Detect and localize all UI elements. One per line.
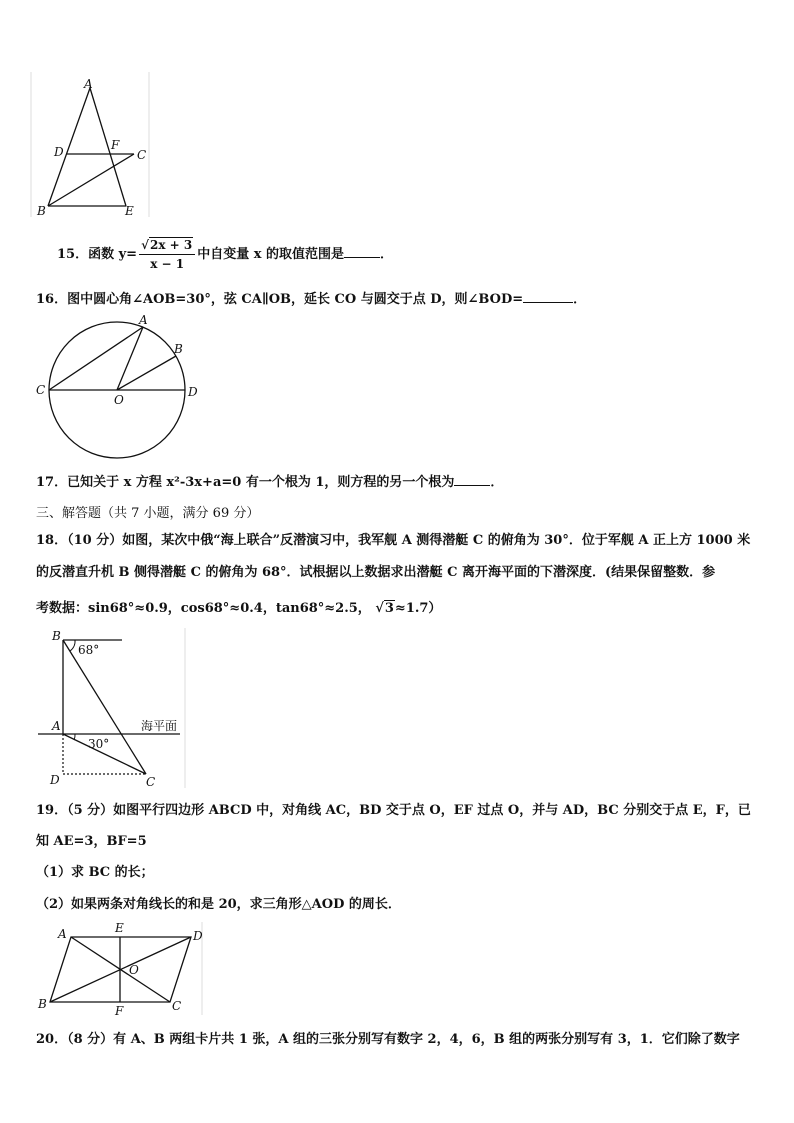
q20-line1: 20．（8 分）有 A、B 两组卡片共 1 张，A 组的三张分别写有数字 2，4，6，B 组的两张分别写有 3，1．它们除了数字 xyxy=(36,1032,740,1047)
q15-prefix: 15．函数 y= xyxy=(57,247,138,262)
angle-68-label: 68° xyxy=(78,643,100,657)
sea-level-label: 海平面 xyxy=(141,719,178,733)
label-a: A xyxy=(58,927,67,941)
q16-end: ． xyxy=(573,292,587,307)
label-c: C xyxy=(137,148,147,162)
label-b: B xyxy=(38,997,47,1011)
q15-suffix: 中自变量 x 的取值范围是 xyxy=(197,247,345,262)
question-17 xyxy=(36,473,503,492)
label-d: D xyxy=(193,929,203,943)
section-3-title: 三、解答题（共 7 小题，满分 69 分） xyxy=(36,506,260,521)
q15-fraction xyxy=(139,236,195,273)
q17-answer-blank[interactable] xyxy=(454,473,490,486)
figure-q18-depth xyxy=(30,626,190,792)
q19-line1: 19．（5 分）如图平行四边形 ABCD 中，对角线 AC，BD 交于点 O，EF 过点 O，并与 AD，BC 分别交于点 E，F，已 xyxy=(36,803,751,818)
figure-q16-circle xyxy=(30,312,210,462)
q18-line3-b: ≈1.7） xyxy=(394,601,442,616)
label-c: C xyxy=(172,999,182,1013)
q18-sqrt-sign: √ xyxy=(375,601,384,616)
label-d: D xyxy=(188,385,198,399)
q19-part2: （2）如果两条对角线长的和是 20，求三角形△AOD 的周长． xyxy=(36,897,401,912)
label-d: D xyxy=(50,773,60,787)
q15-denominator: x − 1 xyxy=(150,257,185,271)
figure-q14-triangle xyxy=(30,72,160,222)
question-15 xyxy=(57,236,393,273)
label-f: F xyxy=(115,1004,124,1018)
label-f: F xyxy=(111,138,120,152)
q19-line2: 知 AE=3，BF=5 xyxy=(36,834,147,849)
angle-30-label: 30° xyxy=(88,737,110,751)
label-a: A xyxy=(84,77,93,91)
label-b: B xyxy=(37,204,46,218)
label-b: B xyxy=(174,342,183,356)
q19-part1: （1）求 BC 的长； xyxy=(36,865,154,880)
q16-text: 16．图中圆心角∠AOB=30°，弦 CA∥OB，延长 CO 与圆交于点 D，则∠BOD= xyxy=(36,292,524,307)
q17-end: ． xyxy=(490,475,504,490)
label-d: D xyxy=(54,145,64,159)
q15-sqrt-sign: √ xyxy=(141,238,149,252)
label-c: C xyxy=(146,775,156,789)
figure-q19-parallelogram xyxy=(30,920,210,1020)
q15-end: ． xyxy=(380,247,394,262)
q16-answer-blank[interactable] xyxy=(523,290,573,303)
q18-sqrt-root: 3 xyxy=(384,601,394,616)
q18-line1: 18．（10 分）如图，某次中俄“海上联合”反潜演习中，我军舰 A 测得潜艇 C 的俯角为 30°．位于军舰 A 正上方 1000 米 xyxy=(36,533,751,548)
q18-line2: 的反潜直升机 B 侧得潜艇 C 的俯角为 68°．试根据以上数据求出潜艇 C 离开海平面的下潜深度．(结果保留整数．参 xyxy=(36,565,716,580)
q15-answer-blank[interactable] xyxy=(344,245,380,258)
label-a: A xyxy=(52,719,61,733)
label-a: A xyxy=(139,313,148,327)
q15-numerator: 2x + 3 xyxy=(149,238,193,252)
label-c: C xyxy=(36,383,46,397)
q17-text: 17．已知关于 x 方程 x²-3x+a=0 有一个根为 1，则方程的另一个根为 xyxy=(36,475,455,490)
label-e: E xyxy=(125,204,134,218)
question-16 xyxy=(36,290,586,309)
label-o: O xyxy=(129,963,139,977)
q18-line3-a: 考数据：sin68°≈0.9，cos68°≈0.4，tan68°≈2.5， xyxy=(36,601,371,616)
label-e: E xyxy=(115,921,124,935)
q18-line3 xyxy=(36,600,441,618)
label-o: O xyxy=(114,393,124,407)
label-b: B xyxy=(52,629,61,643)
